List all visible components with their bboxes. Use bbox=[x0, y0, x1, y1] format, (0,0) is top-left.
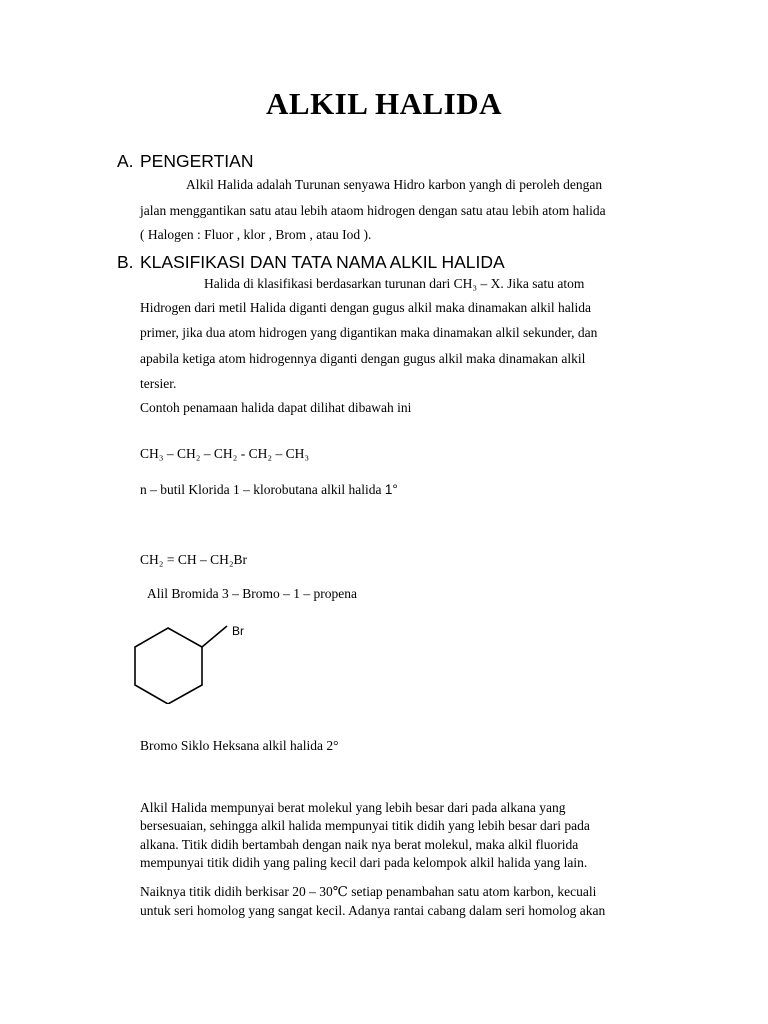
section-a-heading: PENGERTIAN bbox=[140, 151, 254, 171]
section-b-line: Contoh penamaan halida dapat dilihat dibawah ini bbox=[140, 400, 412, 415]
formula-butane: CH₃ – CH₂ – CH₂ - CH₂ – CH₃ bbox=[140, 446, 310, 461]
section-b-line: Hidrogen dari metil Halida diganti dengan gugus alkil maka dinamakan alkil halida bbox=[140, 300, 591, 315]
section-b-line: primer, jika dua atom hidrogen yang digantikan maka dinamakan alkil sekunder, dan bbox=[140, 325, 598, 340]
paragraph-line: mempunyai titik didih yang paling kecil dari pada kelompok alkil halida yang lain. bbox=[140, 855, 588, 870]
page-title: ALKIL HALIDA bbox=[266, 86, 502, 121]
cyclohexane-ring bbox=[135, 628, 202, 704]
bromine-label: Br bbox=[232, 624, 244, 638]
example-name-1-text: n – butil Klorida 1 – klorobutana alkil halida bbox=[140, 482, 385, 497]
section-b-line: Halida di klasifikasi berdasarkan turunan dari CH₃ – X. Jika satu atom bbox=[204, 276, 585, 291]
section-b-heading: KLASIFIKASI DAN TATA NAMA ALKIL HALIDA bbox=[140, 252, 505, 272]
paragraph-line: Naiknya titik didih berkisar 20 – 30℃ setiap penambahan satu atom karbon, kecuali bbox=[140, 884, 597, 899]
example-name-1 bbox=[140, 482, 398, 498]
paragraph-line: alkana. Titik didih bertambah dengan naik nya berat molekul, maka alkil fluorida bbox=[140, 837, 579, 852]
c-br-bond bbox=[202, 626, 227, 647]
section-b-marker: B. bbox=[117, 252, 134, 272]
example-name-1-degree: 1° bbox=[384, 482, 398, 497]
section-a-marker: A. bbox=[117, 151, 134, 171]
cyclohexane-ring-diagram bbox=[128, 614, 258, 704]
example-name-3: Bromo Siklo Heksana alkil halida 2° bbox=[140, 738, 339, 753]
section-b-line: tersier. bbox=[140, 376, 177, 391]
section-b-line: apabila ketiga atom hidrogennya diganti dengan gugus alkil maka dinamakan alkil bbox=[140, 351, 586, 366]
section-a-line: Alkil Halida adalah Turunan senyawa Hidro karbon yangh di peroleh dengan bbox=[186, 177, 603, 192]
formula-allyl-bromide: CH₂ = CH – CH₂Br bbox=[140, 552, 248, 567]
example-name-2: Alil Bromida 3 – Bromo – 1 – propena bbox=[147, 586, 357, 601]
paragraph-line: Alkil Halida mempunyai berat molekul yang lebih besar dari pada alkana yang bbox=[140, 800, 566, 815]
bromocyclohexane-structure bbox=[128, 614, 258, 709]
paragraph-line: untuk seri homolog yang sangat kecil. Adanya rantai cabang dalam seri homolog akan bbox=[140, 903, 606, 918]
section-a-line: ( Halogen : Fluor , klor , Brom , atau Iod ). bbox=[140, 227, 372, 242]
paragraph-line: bersesuaian, sehingga alkil halida mempunyai titik didih yang lebih besar dari pada bbox=[140, 818, 590, 833]
section-a-line: jalan menggantikan satu atau lebih ataom hidrogen dengan satu atau lebih atom halida bbox=[140, 203, 606, 218]
